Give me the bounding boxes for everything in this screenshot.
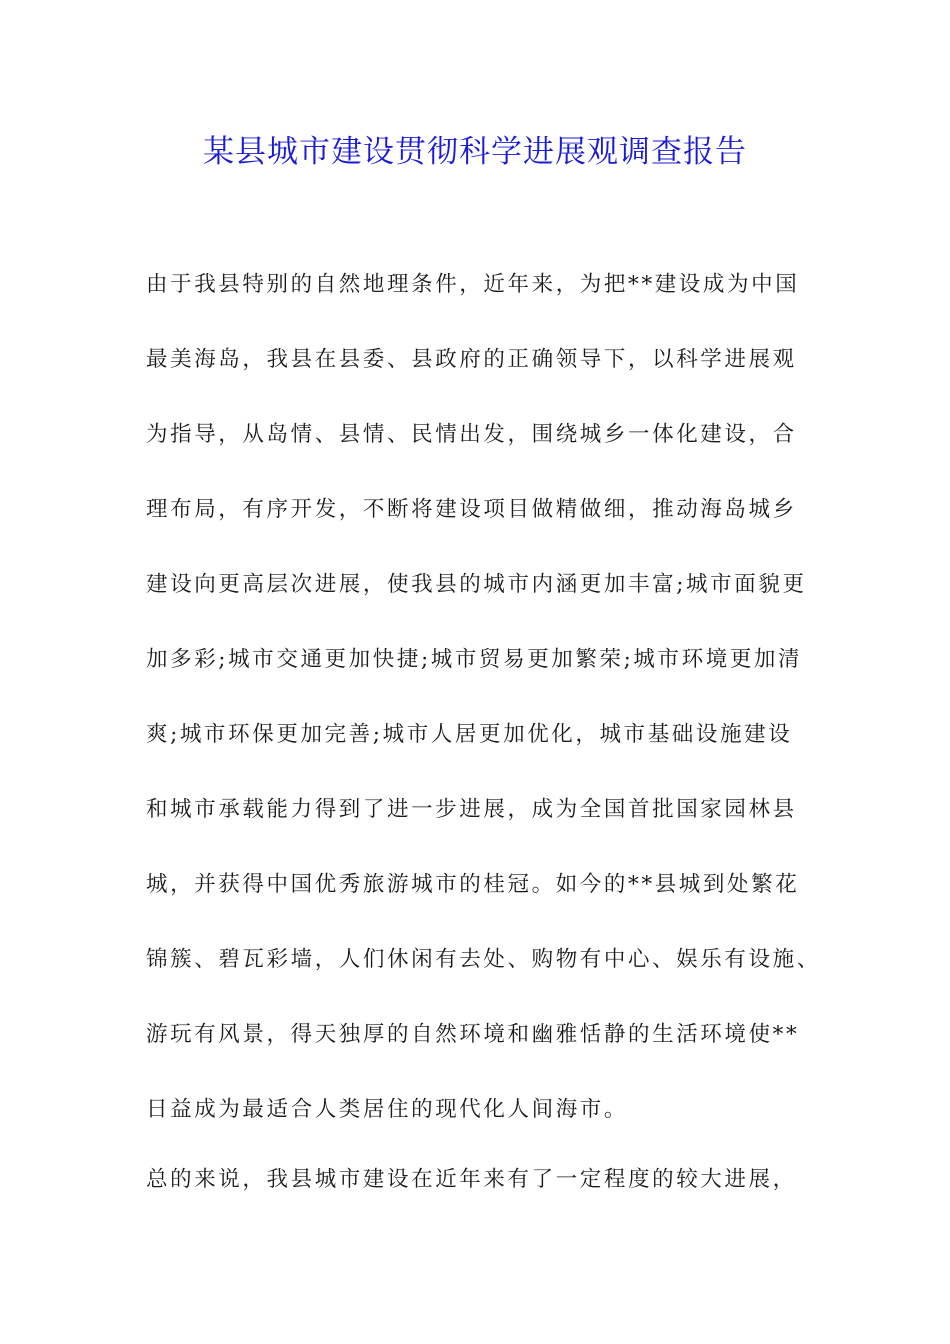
body-text-line: 爽;城市环保更加完善;城市人居更加优化，城市基础设施建设 — [146, 722, 793, 747]
body-text-line: 由于我县特别的自然地理条件，近年来，为把**建设成为中国 — [146, 272, 800, 297]
body-text-line: 建设向更高层次进展，使我县的城市内涵更加丰富;城市面貌更 — [146, 572, 807, 597]
body-text-line: 游玩有风景，得天独厚的自然环境和幽雅恬静的生活环境使** — [146, 1022, 800, 1047]
body-text-line: 和城市承载能力得到了进一步进展，成为全国首批国家园林县 — [146, 797, 797, 822]
body-text-line: 加多彩;城市交通更加快捷;城市贸易更加繁荣;城市环境更加清 — [146, 647, 803, 672]
body-text-line: 日益成为最适合人类居住的现代化人间海市。 — [146, 1097, 629, 1122]
body-text-line: 城，并获得中国优秀旅游城市的桂冠。如今的**县城到处繁花 — [146, 872, 800, 897]
body-text-line: 理布局，有序开发，不断将建设项目做精做细，推动海岛城乡 — [146, 497, 797, 522]
body-text-line: 锦簇、碧瓦彩墙，人们休闲有去处、购物有中心、娱乐有设施、 — [146, 947, 821, 972]
body-text-line: 为指导，从岛情、县情、民情出发，围绕城乡一体化建设，合 — [146, 422, 797, 447]
body-text-line: 最美海岛，我县在县委、县政府的正确领导下，以科学进展观 — [146, 347, 797, 372]
body-text-line: 总的来说，我县城市建设在近年来有了一定程度的较大进展， — [146, 1167, 797, 1192]
document-title: 某县城市建设贯彻科学进展观调查报告 — [203, 134, 747, 170]
